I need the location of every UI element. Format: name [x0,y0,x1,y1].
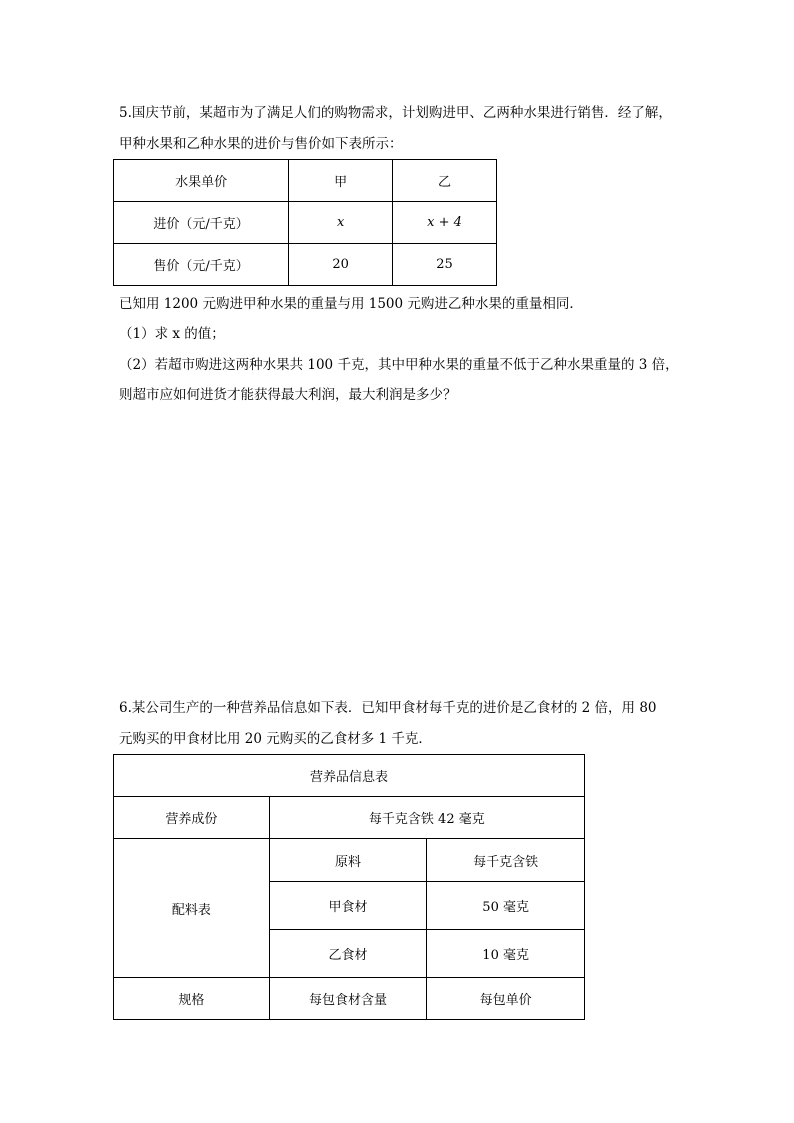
table-cell: 进价（元/千克） [114,202,289,244]
table-cell: 营养成份 [114,797,270,839]
table-cell: 甲食材 [269,882,427,930]
table-cell: 25 [393,244,497,286]
table-cell: 50 毫克 [427,882,585,930]
table-cell: 配料表 [114,839,270,978]
table-cell: 每包单价 [427,978,585,1020]
problem5-question2-line1: （2）若超市购进这两种水果共 100 千克，其中甲种水果的重量不低于乙种水果重量的 3 倍， [119,357,679,373]
nutrition-info-table [113,754,585,1020]
table-cell: x + 4 [393,202,497,244]
table-row [114,797,585,839]
table-cell: 原料 [269,839,427,882]
problem5-line3: 已知用 1200 元购进甲种水果的重量与用 1500 元购进乙种水果的重量相同． [119,296,583,312]
table-row [114,839,585,882]
table-cell: 每千克含铁 [427,839,585,882]
fruit-price-table [113,159,497,286]
table-cell: x [289,202,393,244]
table-cell: 每千克含铁 42 毫克 [269,797,584,839]
table-row [114,244,497,286]
problem6-line2: 元购买的甲食材比用 20 元购买的乙食材多 1 千克． [119,731,432,747]
table-row [114,978,585,1020]
table-cell: 甲 [289,160,393,202]
problem5-question2-line2: 则超市应如何进货才能获得最大利润，最大利润是多少？ [119,387,457,403]
table-cell: 乙 [393,160,497,202]
table-cell: 水果单价 [114,160,289,202]
table-title-row [114,755,585,797]
table-cell: 10 毫克 [427,930,585,978]
table-header-row [114,160,497,202]
table-title: 营养品信息表 [114,755,585,797]
table-cell: 20 [289,244,393,286]
problem5-line1: 5.国庆节前，某超市为了满足人们的购物需求，计划购进甲、乙两种水果进行销售．经了解， [119,105,672,121]
table-cell: 乙食材 [269,930,427,978]
table-cell: 规格 [114,978,270,1020]
table-cell: 每包食材含量 [269,978,427,1020]
table-cell: 售价（元/千克） [114,244,289,286]
problem5-line2: 甲种水果和乙种水果的进价与售价如下表所示： [119,136,403,152]
problem6-line1: 6.某公司生产的一种营养品信息如下表．已知甲食材每千克的进价是乙食材的 2 倍，用 80 [119,700,657,716]
problem5-question1: （1）求 x 的值； [119,326,225,342]
table-row [114,202,497,244]
